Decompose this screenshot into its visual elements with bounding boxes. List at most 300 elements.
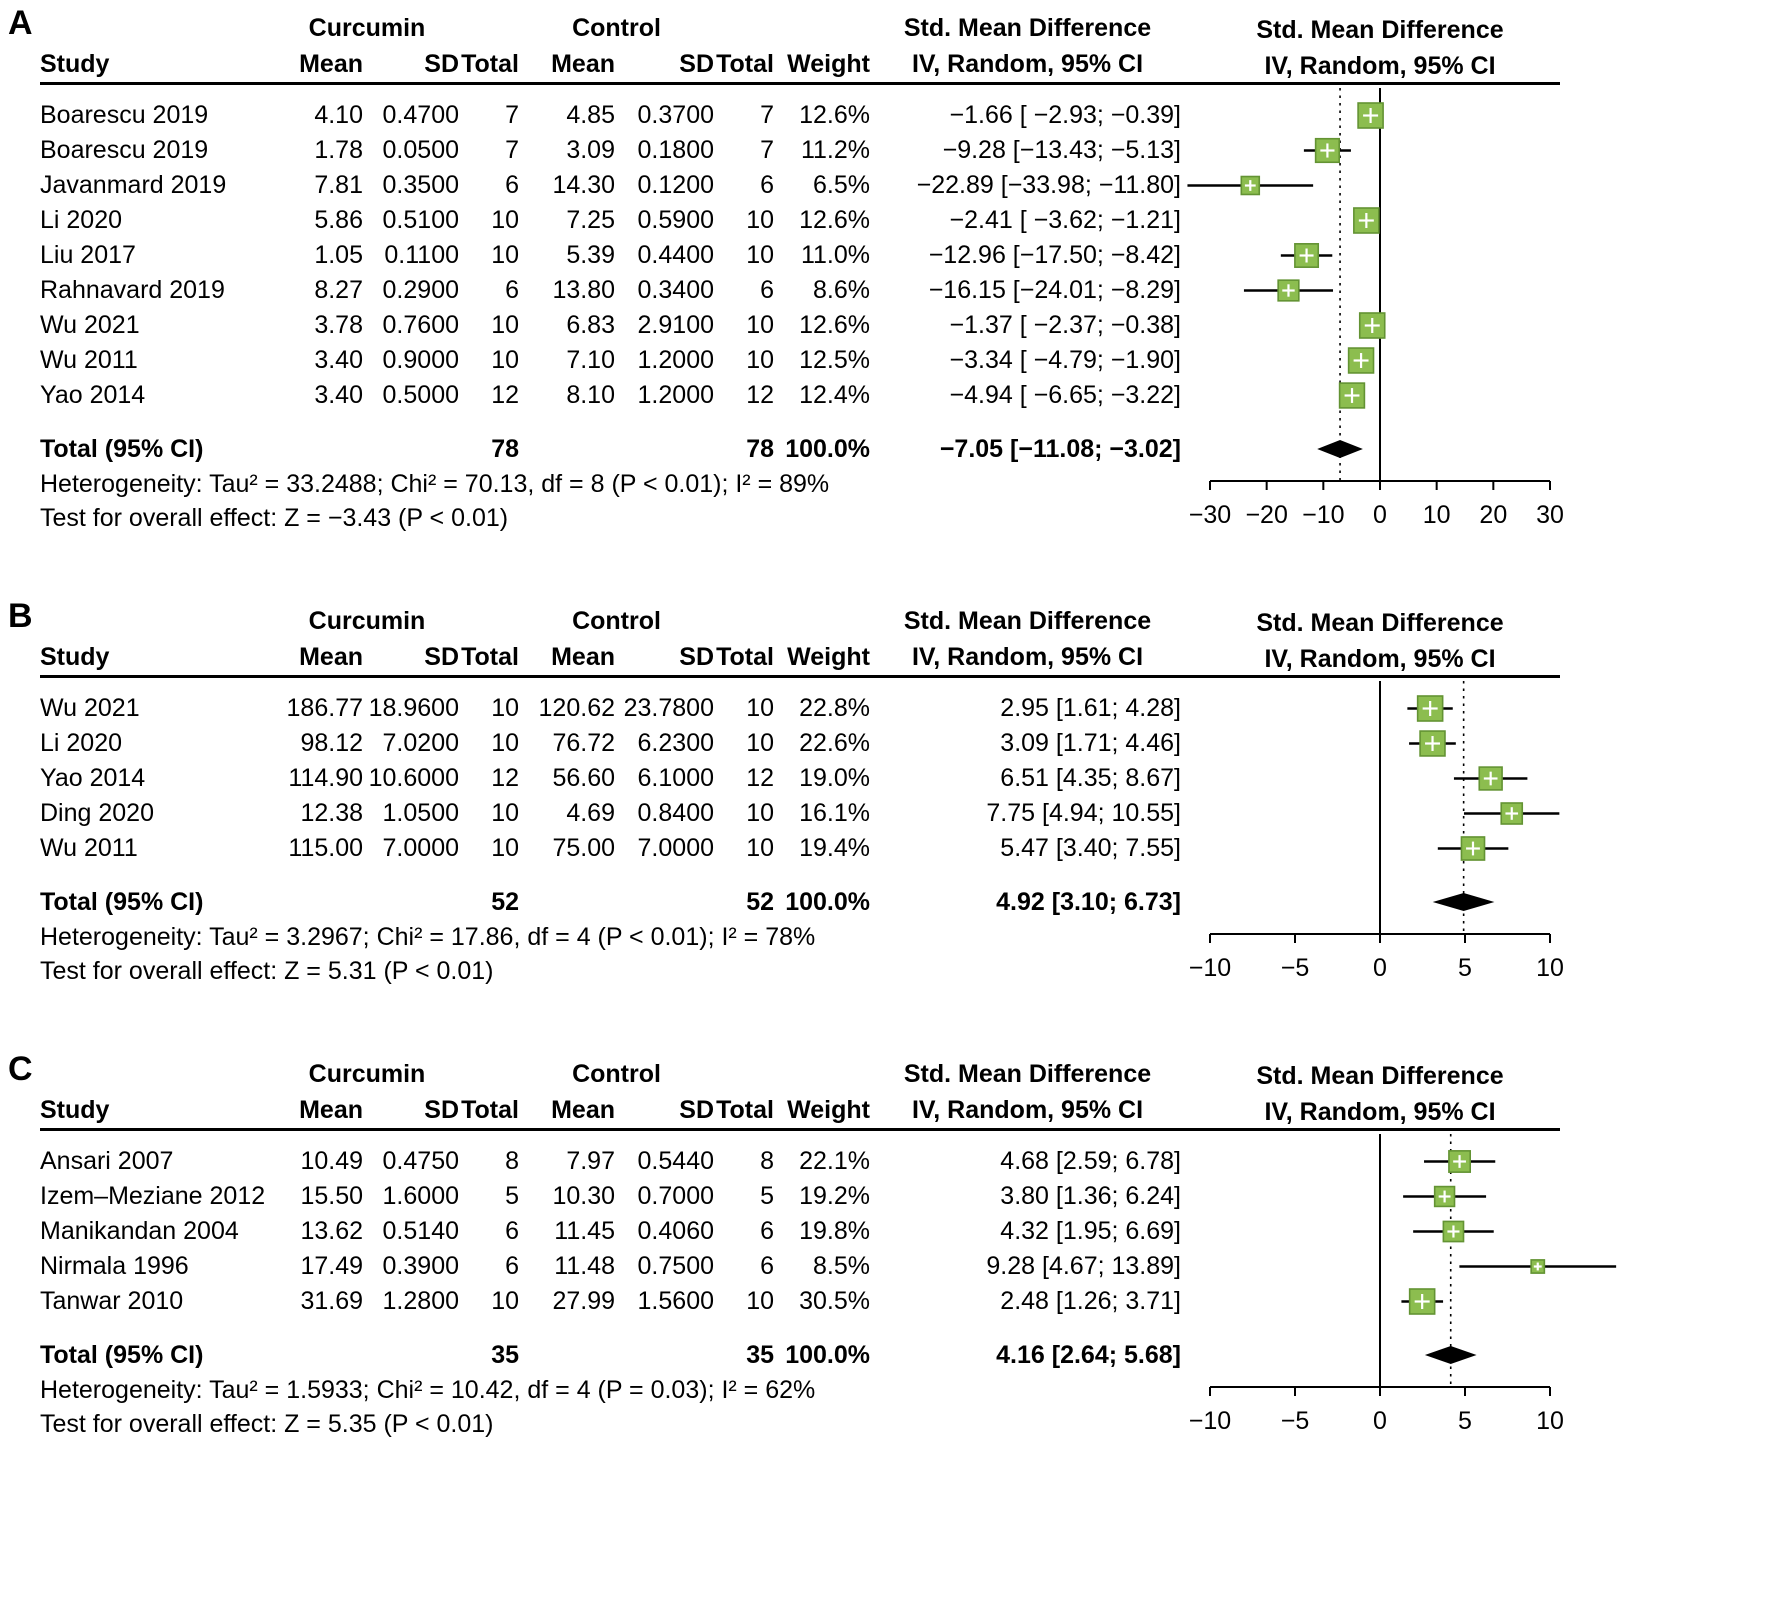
weight-value: 8.6% <box>813 276 870 304</box>
sd-control: 0.5440 <box>637 1147 714 1175</box>
study-row <box>40 1249 1185 1284</box>
study-name: Boarescu 2019 <box>40 136 209 164</box>
sd-control: 1.2000 <box>637 381 714 409</box>
overall-effect-note: Test for overall effect: Z = 5.31 (P < 0.01) <box>40 957 494 985</box>
mean-curcumin: 7.81 <box>314 171 363 199</box>
study-name: Li 2020 <box>40 729 123 757</box>
smd-ci-value: 9.28 [4.67; 13.89] <box>986 1252 1181 1280</box>
mean-curcumin: 31.69 <box>300 1287 363 1315</box>
n-curcumin: 10 <box>491 729 519 757</box>
total-smd: 4.92 [3.10; 6.73] <box>996 888 1181 916</box>
weight-value: 12.6% <box>799 206 870 234</box>
n-curcumin: 5 <box>505 1182 519 1210</box>
mean-curcumin: 15.50 <box>300 1182 363 1210</box>
study-name: Yao 2014 <box>40 381 146 409</box>
axis-tick-label: 5 <box>1458 1407 1472 1435</box>
study-row <box>40 98 1185 133</box>
smd-column-title: Std. Mean Difference <box>903 14 1152 42</box>
smd-ci-value: −3.34 [ −4.79; −1.90] <box>949 346 1181 374</box>
plot-smd-title: Std. Mean Difference <box>1256 609 1504 637</box>
smd-column-subtitle: IV, Random, 95% CI <box>911 643 1144 671</box>
axis-tick-label: 10 <box>1536 1407 1564 1435</box>
table-area <box>40 1056 1185 1441</box>
smd-ci-value: 2.95 [1.61; 4.28] <box>1000 694 1181 722</box>
axis-tick-label: 0 <box>1373 501 1387 529</box>
weight-value: 19.2% <box>799 1182 870 1210</box>
pooled-diamond <box>1425 1346 1477 1364</box>
n-control: 10 <box>746 346 774 374</box>
sd-control: 0.7500 <box>637 1252 714 1280</box>
mean-curcumin: 4.10 <box>314 101 363 129</box>
study-row <box>40 1144 1185 1179</box>
weight-value: 22.6% <box>799 729 870 757</box>
total-weight: 100.0% <box>785 1341 870 1369</box>
forest-panel <box>0 1050 1772 1447</box>
smd-ci-value: −12.96 [−17.50; −8.42] <box>928 241 1181 269</box>
total-col-header: Total <box>461 1096 519 1124</box>
weight-value: 11.0% <box>800 241 870 269</box>
n-control: 12 <box>746 764 774 792</box>
smd-ci-value: 7.75 [4.94; 10.55] <box>986 799 1181 827</box>
forest-panel <box>0 597 1772 994</box>
sd-control: 6.1000 <box>637 764 714 792</box>
n-curcumin: 10 <box>491 799 519 827</box>
empty-cell <box>459 603 519 639</box>
n-curcumin: 10 <box>491 346 519 374</box>
empty-cell <box>615 431 714 467</box>
empty-cell <box>459 1056 519 1092</box>
forest-panel <box>0 4 1772 541</box>
study-name: Boarescu 2019 <box>40 101 209 129</box>
n-curcumin: 10 <box>491 206 519 234</box>
study-row <box>40 726 1185 761</box>
smd-ci-value: 5.47 [3.40; 7.55] <box>1000 834 1181 862</box>
axis-tick-label: 0 <box>1373 1407 1387 1435</box>
n-curcumin: 6 <box>505 171 519 199</box>
mean-control: 3.09 <box>566 136 615 164</box>
study-name: Izem–Meziane 2012 <box>40 1182 266 1210</box>
sd-curcumin: 1.0500 <box>382 799 459 827</box>
group1-header: Curcumin <box>308 1060 426 1088</box>
weight-value: 22.1% <box>799 1147 870 1175</box>
study-name: Wu 2011 <box>40 834 138 862</box>
total-row <box>40 884 1185 920</box>
n-control: 6 <box>760 171 774 199</box>
axis-tick-label: −20 <box>1245 501 1288 529</box>
table-area <box>40 603 1185 988</box>
sd-control: 1.5600 <box>637 1287 714 1315</box>
empty-cell <box>519 431 615 467</box>
sd-control: 0.3400 <box>637 276 714 304</box>
mean-col-header: Mean <box>299 1096 363 1124</box>
mean-curcumin: 3.40 <box>314 346 363 374</box>
group-header-row <box>40 603 1185 639</box>
study-row <box>40 1179 1185 1214</box>
sd-curcumin: 7.0200 <box>382 729 459 757</box>
empty-cell <box>774 603 870 639</box>
column-header-row <box>40 46 1185 82</box>
column-header-row <box>40 639 1185 675</box>
weight-value: 8.5% <box>813 1252 870 1280</box>
total-label: Total (95% CI) <box>40 888 204 916</box>
weight-value: 19.0% <box>799 764 870 792</box>
empty-cell <box>40 10 275 46</box>
n-curcumin: 6 <box>505 1217 519 1245</box>
study-row <box>40 1214 1185 1249</box>
group-header-row <box>40 1056 1185 1092</box>
empty-cell <box>615 884 714 920</box>
smd-ci-value: −4.94 [ −6.65; −3.22] <box>949 381 1181 409</box>
group1-header: Curcumin <box>308 607 426 635</box>
mean-curcumin: 115.00 <box>288 834 363 862</box>
total-n-curcumin: 52 <box>491 888 519 916</box>
sd-curcumin: 0.3500 <box>382 171 459 199</box>
header-rule <box>40 675 1560 678</box>
empty-cell <box>519 1337 615 1373</box>
forest-plot-svg <box>1185 1056 1772 1447</box>
n-control: 10 <box>746 694 774 722</box>
total-row <box>40 431 1185 467</box>
mean-control: 7.97 <box>566 1147 615 1175</box>
sd-control: 0.1200 <box>637 171 714 199</box>
n-curcumin: 10 <box>491 834 519 862</box>
weight-value: 12.4% <box>799 381 870 409</box>
weight-col-header: Weight <box>787 1096 870 1124</box>
sd-control: 0.1800 <box>637 136 714 164</box>
smd-ci-value: −2.41 [ −3.62; −1.21] <box>949 206 1181 234</box>
weight-value: 19.8% <box>799 1217 870 1245</box>
weight-col-header: Weight <box>787 643 870 671</box>
forest-plot-svg <box>1185 603 1772 994</box>
total-n-curcumin: 78 <box>491 435 519 463</box>
table-area <box>40 10 1185 535</box>
sd-control: 6.2300 <box>637 729 714 757</box>
n-control: 6 <box>760 276 774 304</box>
study-name: Manikandan 2004 <box>40 1217 239 1245</box>
axis-tick-label: 5 <box>1458 954 1472 982</box>
mean-curcumin: 8.27 <box>314 276 363 304</box>
axis-tick-label: −5 <box>1280 1407 1310 1435</box>
mean-curcumin: 1.05 <box>314 241 363 269</box>
mean-col-header: Mean <box>299 50 363 78</box>
mean-control: 120.62 <box>538 694 615 722</box>
mean-control: 13.80 <box>552 276 615 304</box>
sd-control: 0.4400 <box>637 241 714 269</box>
study-col-header: Study <box>40 50 110 78</box>
mean-col-header: Mean <box>299 643 363 671</box>
study-name: Tanwar 2010 <box>40 1287 184 1315</box>
n-control: 7 <box>760 101 774 129</box>
sd-curcumin: 0.2900 <box>382 276 459 304</box>
axis-tick-label: 30 <box>1536 501 1564 529</box>
study-col-header: Study <box>40 1096 110 1124</box>
empty-cell <box>275 884 363 920</box>
mean-col-header: Mean <box>551 643 615 671</box>
smd-ci-value: 4.68 [2.59; 6.78] <box>1000 1147 1181 1175</box>
sd-curcumin: 0.1100 <box>384 241 459 269</box>
smd-column-title: Std. Mean Difference <box>903 607 1152 635</box>
weight-value: 11.2% <box>800 136 870 164</box>
n-control: 6 <box>760 1217 774 1245</box>
study-name: Wu 2011 <box>40 346 138 374</box>
empty-cell <box>519 884 615 920</box>
study-col-header: Study <box>40 643 110 671</box>
n-curcumin: 12 <box>491 764 519 792</box>
plot-smd-subtitle: IV, Random, 95% CI <box>1264 52 1496 80</box>
total-col-header: Total <box>716 50 774 78</box>
column-header-row <box>40 1092 1185 1128</box>
smd-ci-value: 3.09 [1.71; 4.46] <box>1000 729 1181 757</box>
sd-curcumin: 0.5100 <box>382 206 459 234</box>
sd-curcumin: 0.9000 <box>382 346 459 374</box>
n-curcumin: 7 <box>505 136 519 164</box>
n-control: 12 <box>746 381 774 409</box>
sd-curcumin: 0.4700 <box>382 101 459 129</box>
total-smd: 4.16 [2.64; 5.68] <box>996 1341 1181 1369</box>
sd-control: 0.7000 <box>637 1182 714 1210</box>
sd-curcumin: 18.9600 <box>368 694 459 722</box>
spacer <box>40 866 1185 884</box>
n-control: 10 <box>746 241 774 269</box>
study-name: Wu 2021 <box>40 311 140 339</box>
smd-ci-value: −22.89 [−33.98; −11.80] <box>916 171 1181 199</box>
sd-control: 0.8400 <box>637 799 714 827</box>
study-row <box>40 796 1185 831</box>
study-row <box>40 378 1185 413</box>
weight-value: 22.8% <box>799 694 870 722</box>
total-col-header: Total <box>461 50 519 78</box>
overall-effect-note: Test for overall effect: Z = −3.43 (P < 0.01) <box>40 504 509 532</box>
empty-cell <box>40 1056 275 1092</box>
mean-control: 14.30 <box>552 171 615 199</box>
weight-col-header: Weight <box>787 50 870 78</box>
total-col-header: Total <box>461 643 519 671</box>
sd-col-header: SD <box>679 1096 714 1124</box>
mean-curcumin: 12.38 <box>300 799 363 827</box>
axis-tick-label: −10 <box>1188 1407 1232 1435</box>
study-row <box>40 203 1185 238</box>
sd-curcumin: 0.5140 <box>382 1217 459 1245</box>
smd-column-title: Std. Mean Difference <box>903 1060 1152 1088</box>
smd-ci-value: −1.37 [ −2.37; −0.38] <box>949 311 1181 339</box>
n-curcumin: 6 <box>505 276 519 304</box>
study-row <box>40 1284 1185 1319</box>
axis-tick-label: 0 <box>1373 954 1387 982</box>
mean-curcumin: 10.49 <box>300 1147 363 1175</box>
total-weight: 100.0% <box>785 888 870 916</box>
total-smd: −7.05 [−11.08; −3.02] <box>939 435 1181 463</box>
empty-cell <box>774 10 870 46</box>
n-curcumin: 10 <box>491 1287 519 1315</box>
study-name: Nirmala 1996 <box>40 1252 189 1280</box>
axis-tick-label: 10 <box>1536 954 1564 982</box>
weight-value: 12.6% <box>799 101 870 129</box>
study-row <box>40 238 1185 273</box>
n-control: 5 <box>760 1182 774 1210</box>
mean-control: 4.85 <box>566 101 615 129</box>
group-header-row <box>40 10 1185 46</box>
study-name: Ansari 2007 <box>40 1147 174 1175</box>
mean-col-header: Mean <box>551 50 615 78</box>
study-name: Wu 2021 <box>40 694 140 722</box>
n-control: 10 <box>746 206 774 234</box>
empty-cell <box>714 1056 774 1092</box>
sd-curcumin: 0.3900 <box>382 1252 459 1280</box>
sd-curcumin: 10.6000 <box>368 764 459 792</box>
weight-value: 19.4% <box>799 834 870 862</box>
study-name: Li 2020 <box>40 206 123 234</box>
mean-col-header: Mean <box>551 1096 615 1124</box>
header-rule <box>40 1128 1560 1131</box>
n-curcumin: 6 <box>505 1252 519 1280</box>
mean-curcumin: 3.78 <box>314 311 363 339</box>
study-name: Yao 2014 <box>40 764 146 792</box>
sd-col-header: SD <box>424 1096 459 1124</box>
mean-control: 76.72 <box>552 729 615 757</box>
weight-value: 12.5% <box>799 346 870 374</box>
panel-label: B <box>8 597 33 635</box>
spacer <box>40 1319 1185 1337</box>
study-name: Javanmard 2019 <box>40 171 227 199</box>
study-row <box>40 831 1185 866</box>
mean-control: 27.99 <box>552 1287 615 1315</box>
axis-tick-label: −10 <box>1302 501 1345 529</box>
mean-curcumin: 5.86 <box>314 206 363 234</box>
mean-curcumin: 186.77 <box>286 694 363 722</box>
sd-curcumin: 0.4750 <box>382 1147 459 1175</box>
empty-cell <box>363 1337 459 1373</box>
header-rule <box>40 82 1560 85</box>
weight-value: 30.5% <box>799 1287 870 1315</box>
study-row <box>40 133 1185 168</box>
plot-smd-subtitle: IV, Random, 95% CI <box>1264 645 1496 673</box>
axis-tick-label: 20 <box>1479 501 1508 529</box>
group2-header: Control <box>572 14 661 42</box>
group1-header: Curcumin <box>308 14 426 42</box>
sd-col-header: SD <box>424 643 459 671</box>
mean-control: 10.30 <box>552 1182 615 1210</box>
sd-control: 2.9100 <box>637 311 714 339</box>
mean-curcumin: 13.62 <box>300 1217 363 1245</box>
total-label: Total (95% CI) <box>40 1341 204 1369</box>
sd-curcumin: 7.0000 <box>382 834 459 862</box>
mean-curcumin: 17.49 <box>300 1252 363 1280</box>
sd-control: 0.4060 <box>637 1217 714 1245</box>
n-curcumin: 10 <box>491 241 519 269</box>
n-curcumin: 10 <box>491 311 519 339</box>
sd-curcumin: 1.6000 <box>382 1182 459 1210</box>
mean-control: 5.39 <box>566 241 615 269</box>
n-curcumin: 8 <box>505 1147 519 1175</box>
mean-curcumin: 98.12 <box>300 729 363 757</box>
total-n-control: 78 <box>746 435 774 463</box>
empty-cell <box>363 884 459 920</box>
total-col-header: Total <box>716 1096 774 1124</box>
sd-curcumin: 0.7600 <box>382 311 459 339</box>
study-name: Ding 2020 <box>40 799 154 827</box>
panel-label: A <box>8 4 33 42</box>
n-control: 10 <box>746 834 774 862</box>
total-weight: 100.0% <box>785 435 870 463</box>
n-curcumin: 7 <box>505 101 519 129</box>
weight-value: 12.6% <box>799 311 870 339</box>
smd-ci-value: −16.15 [−24.01; −8.29] <box>928 276 1181 304</box>
n-control: 10 <box>746 729 774 757</box>
smd-ci-value: 4.32 [1.95; 6.69] <box>1000 1217 1181 1245</box>
n-control: 7 <box>760 136 774 164</box>
heterogeneity-note: Heterogeneity: Tau² = 33.2488; Chi² = 70.13, df = 8 (P < 0.01); I² = 89% <box>40 470 830 498</box>
smd-ci-value: −9.28 [−13.43; −5.13] <box>942 136 1181 164</box>
smd-ci-value: 3.80 [1.36; 6.24] <box>1000 1182 1181 1210</box>
panel-label: C <box>8 1050 33 1088</box>
mean-control: 4.69 <box>566 799 615 827</box>
empty-cell <box>275 1337 363 1373</box>
sd-col-header: SD <box>679 50 714 78</box>
spacer <box>40 413 1185 431</box>
study-name: Liu 2017 <box>40 241 136 269</box>
total-label: Total (95% CI) <box>40 435 204 463</box>
plot-smd-subtitle: IV, Random, 95% CI <box>1264 1098 1496 1126</box>
study-rows <box>40 98 1185 413</box>
sd-control: 23.7800 <box>623 694 714 722</box>
axis-tick-label: −5 <box>1280 954 1310 982</box>
group2-header: Control <box>572 1060 661 1088</box>
axis-tick-label: −10 <box>1188 954 1232 982</box>
empty-cell <box>714 10 774 46</box>
weight-value: 16.1% <box>799 799 870 827</box>
sd-control: 1.2000 <box>637 346 714 374</box>
sd-control: 0.5900 <box>637 206 714 234</box>
n-control: 10 <box>746 311 774 339</box>
mean-control: 56.60 <box>552 764 615 792</box>
overall-effect-note: Test for overall effect: Z = 5.35 (P < 0.01) <box>40 1410 494 1438</box>
mean-curcumin: 3.40 <box>314 381 363 409</box>
axis-tick-label: −30 <box>1188 501 1232 529</box>
smd-ci-value: −1.66 [ −2.93; −0.39] <box>949 101 1181 129</box>
sd-control: 0.3700 <box>637 101 714 129</box>
heterogeneity-note: Heterogeneity: Tau² = 1.5933; Chi² = 10.42, df = 4 (P = 0.03); I² = 62% <box>40 1376 816 1404</box>
study-rows <box>40 1144 1185 1319</box>
smd-column-subtitle: IV, Random, 95% CI <box>911 50 1144 78</box>
total-n-control: 52 <box>746 888 774 916</box>
empty-cell <box>275 431 363 467</box>
total-n-control: 35 <box>746 1341 774 1369</box>
plot-smd-title: Std. Mean Difference <box>1256 1062 1504 1090</box>
empty-cell <box>714 603 774 639</box>
mean-control: 7.10 <box>566 346 615 374</box>
total-col-header: Total <box>716 643 774 671</box>
study-row <box>40 761 1185 796</box>
sd-control: 7.0000 <box>637 834 714 862</box>
n-curcumin: 12 <box>491 381 519 409</box>
mean-control: 75.00 <box>552 834 615 862</box>
study-row <box>40 343 1185 378</box>
sd-curcumin: 0.0500 <box>382 136 459 164</box>
sd-curcumin: 0.5000 <box>382 381 459 409</box>
study-row <box>40 273 1185 308</box>
total-n-curcumin: 35 <box>491 1341 519 1369</box>
sd-col-header: SD <box>424 50 459 78</box>
mean-control: 8.10 <box>566 381 615 409</box>
mean-curcumin: 1.78 <box>314 136 363 164</box>
sd-curcumin: 1.2800 <box>382 1287 459 1315</box>
mean-control: 6.83 <box>566 311 615 339</box>
n-control: 8 <box>760 1147 774 1175</box>
empty-cell <box>774 1056 870 1092</box>
study-name: Rahnavard 2019 <box>40 276 225 304</box>
total-row <box>40 1337 1185 1373</box>
pooled-diamond <box>1317 440 1363 458</box>
